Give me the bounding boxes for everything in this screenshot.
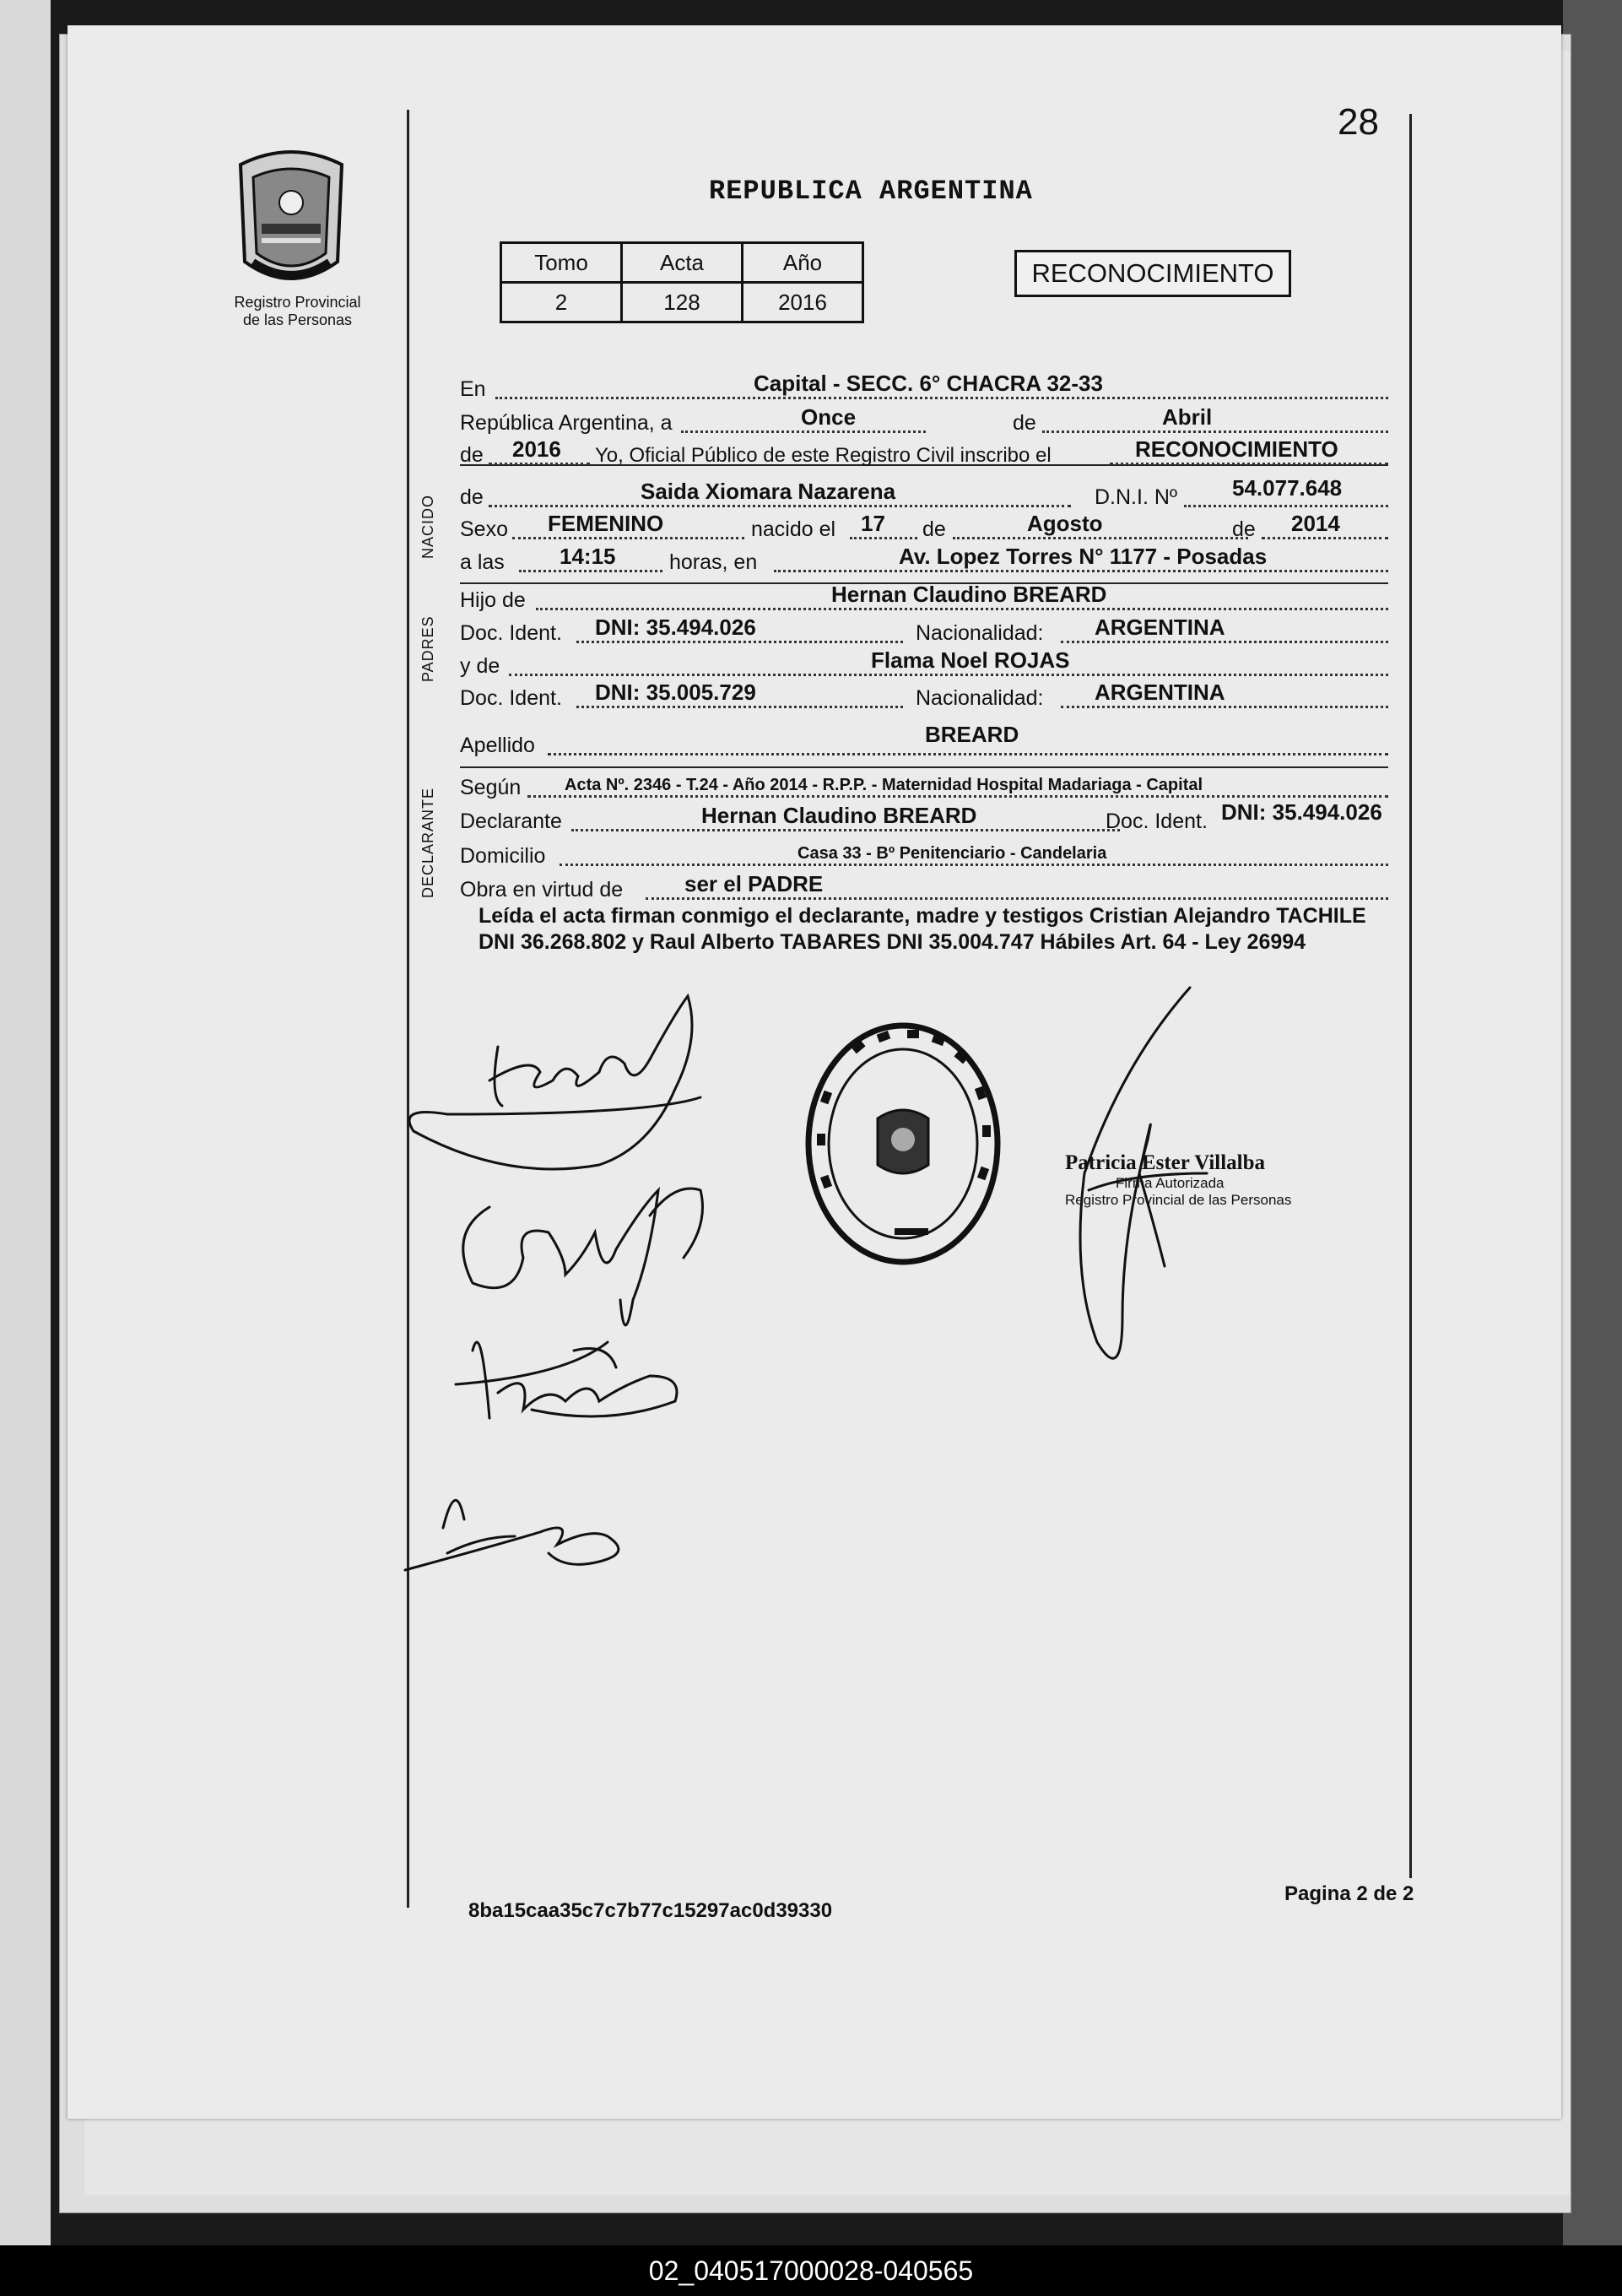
label-segun: Según [460,776,522,799]
label-obra: Obra en virtud de [460,878,624,902]
dots [571,829,1120,831]
label-nacionalidad: Nacionalidad: [916,621,1044,645]
label-apellido: Apellido [460,734,535,757]
row-obra [460,872,1388,906]
official-role: Firma Autorizada [1116,1175,1225,1191]
header-acta: Acta [622,243,743,283]
value-domicilio: Casa 33 - Bº Penitenciario - Candelaria [797,844,1107,863]
dots [576,641,903,643]
document-title: REPUBLICA ARGENTINA [709,176,1033,207]
dots [495,397,1388,399]
label-de: de [1232,517,1256,541]
value-anio-registro: 2016 [512,436,561,462]
label-dni: D.N.I. Nº [1095,485,1178,509]
dots [527,795,1388,798]
label-hijo: Hijo de [460,588,526,612]
row-declarante [460,799,1388,837]
value-obra: ser el PADRE [684,871,824,896]
page-indicator: Pagina 2 de 2 [1284,1882,1414,1905]
dots [519,570,662,572]
dots [850,537,917,539]
document-hash: 8ba15caa35c7c7b77c15297ac0d39330 [468,1899,833,1922]
seal-caption-line-2: de las Personas [242,311,353,328]
value-anio: 2016 [743,283,863,322]
official-office: Registro Provincial de las Personas [1065,1192,1292,1208]
value-madre: Flama Noel ROJAS [871,647,1070,673]
seal-caption [207,294,388,329]
row-inscripcion [460,437,1388,471]
label-republica: República Argentina, a [460,411,673,435]
official-name: Patricia Ester Villalba [1065,1151,1266,1174]
row-nombre [460,475,1388,513]
value-hora: 14:15 [560,544,616,569]
label-de: de [922,517,946,541]
dots [1061,641,1388,643]
value-segun: Acta Nº. 2346 - T.24 - Año 2014 - R.P.P. - Maternidad Hospital Madariaga - Capital [565,776,1203,794]
value-dni: 54.077.648 [1232,475,1343,501]
dots [560,864,1388,866]
section-declarante: DECLARANTE [419,787,436,898]
label-horas: horas, en [669,550,758,574]
registry-table [500,241,864,323]
row-padre [460,582,1388,616]
label-domicilio: Domicilio [460,844,546,868]
label-decl-doc: Doc. Ident. [1106,810,1208,833]
file-id-bar: 02_040517000028-040565 [0,2245,1622,2296]
dots [548,753,1388,755]
dots [1061,706,1388,708]
backdrop-left [0,0,51,2296]
row-madre-doc [460,680,1388,714]
header-tomo: Tomo [501,243,622,283]
value-apellido: BREARD [925,722,1019,747]
dots [1042,430,1388,433]
section-padres: PADRES [419,615,436,682]
dots [681,430,926,433]
row-fecha [460,405,1388,439]
value-padre: Hernan Claudino BREARD [831,582,1107,607]
dots [512,537,744,539]
dots [1184,505,1388,507]
value-nac-dia: 17 [861,511,885,536]
value-padre-doc: DNI: 35.494.026 [595,615,756,640]
dots [489,505,1071,507]
label-nacionalidad: Nacionalidad: [916,686,1044,710]
value-madre-doc: DNI: 35.005.729 [595,680,756,705]
value-madre-nac: ARGENTINA [1095,680,1225,705]
official-signature-block [1065,1151,1318,1209]
value-tomo: 2 [501,283,622,322]
label-doc: Doc. Ident. [460,621,562,645]
label-de: de [460,443,484,467]
value-mes: Abril [1162,404,1213,430]
row-sexo [460,512,1388,545]
dots [576,706,903,708]
value-nac-anio: 2014 [1291,511,1340,536]
label-de: de [460,485,484,509]
value-nac-mes: Agosto [1027,511,1103,536]
closing-statement: Leída el acta firman conmigo el declarante, madre y testigos Cristian Alejandro TACHILE DNI 36.268.802 y Raul Alberto TABARES DNI 35.004.747 Hábiles Art. 64 - Ley 26994 [478,904,1366,954]
value-decl-doc: DNI: 35.494.026 [1221,799,1382,825]
value-padre-nac: ARGENTINA [1095,615,1225,640]
provincial-seal-icon [228,144,354,295]
label-de: de [1013,411,1036,435]
header-anio: Año [743,243,863,283]
row-hora [460,544,1388,578]
value-inscribo: RECONOCIMIENTO [1135,436,1338,462]
label-doc: Doc. Ident. [460,686,562,710]
value-nombre: Saida Xiomara Nazarena [641,479,896,504]
frame-right-line [1409,114,1412,1878]
backdrop-right [1563,0,1622,2296]
seal-caption-line-1: Registro Provincial [234,294,361,311]
row-segun [460,770,1388,804]
page-number: 28 [1338,101,1379,143]
value-dia: Once [801,404,857,430]
row-en [460,371,1388,405]
label-oficial: Yo, Oficial Público de este Registro Civil inscribo el [595,444,1052,467]
dots [774,570,1388,572]
value-declarante: Hernan Claudino BREARD [701,803,977,828]
label-nacido: nacido el [751,517,836,541]
dots [953,537,1248,539]
value-sexo: FEMENINO [548,511,664,536]
row-padre-doc [460,615,1388,649]
value-lugar-nacimiento: Av. Lopez Torres N° 1177 - Posadas [899,544,1268,569]
registry-stamp-icon [802,1017,1004,1270]
label-sexo: Sexo [460,517,508,541]
frame-divider-3 [460,766,1388,768]
label-declarante: Declarante [460,810,562,833]
value-acta: 128 [622,283,743,322]
dots [509,674,1388,676]
dots [536,608,1388,610]
section-nacido: NACIDO [419,494,436,559]
dots [489,463,590,465]
dots [1110,463,1388,465]
row-madre [460,648,1388,682]
label-alas: a las [460,550,505,574]
row-domicilio [460,838,1388,872]
label-en: En [460,377,486,401]
dots [646,897,1388,900]
act-type-box: RECONOCIMIENTO [1014,250,1291,297]
row-apellido [460,722,1388,761]
value-lugar-registro: Capital - SECC. 6° CHACRA 32-33 [754,371,1103,396]
dots [1262,537,1388,539]
label-yde: y de [460,654,500,678]
